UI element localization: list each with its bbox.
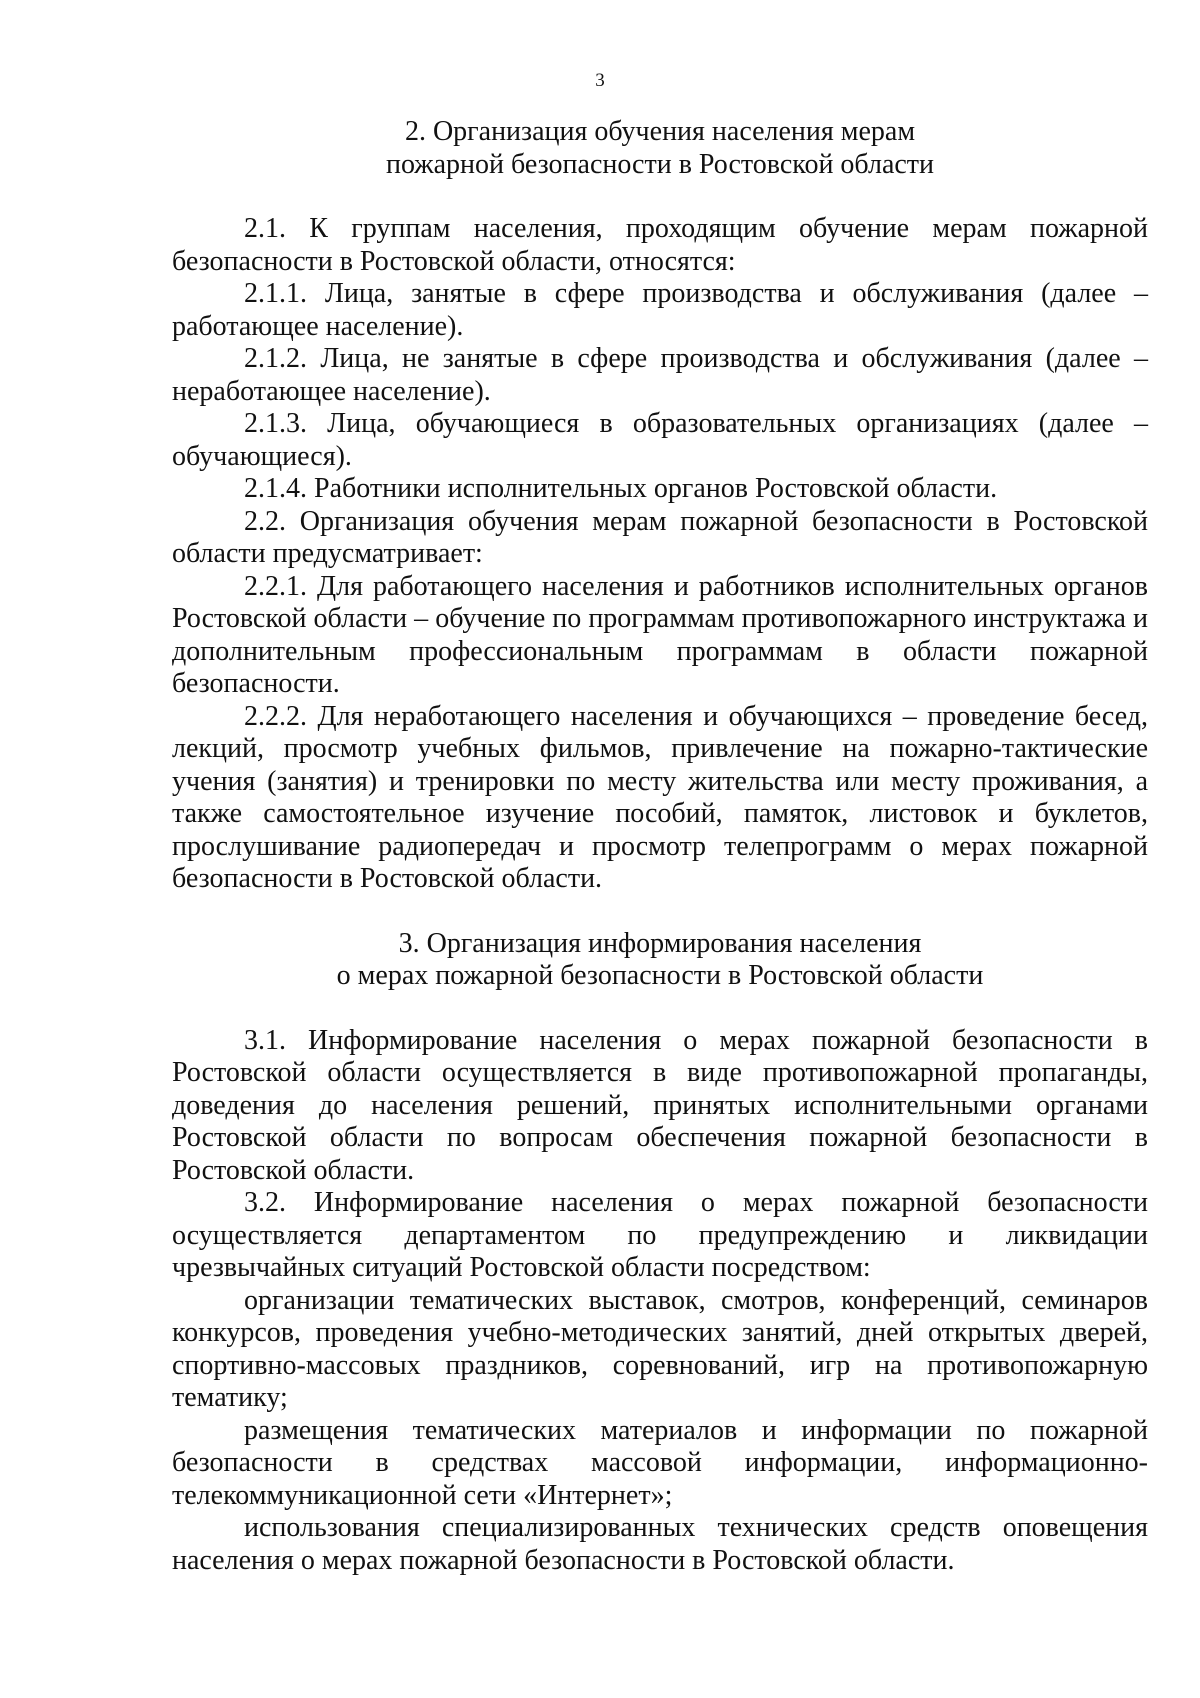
paragraph-2-2-1: 2.2.1. Для работающего населения и работников исполнительных органов Ростовской области – обучение по программам противопожарного инструктажа и дополнительным профессиональным программам в области пожарной безопасности. (172, 570, 1148, 699)
section-3-heading (172, 928, 1148, 993)
section-2-heading (172, 116, 1148, 181)
paragraph-3-1: 3.1. Информирование населения о мерах пожарной безопасности в Ростовской области осуществляется в виде противопожарной пропаганды, доведения до населения решений, принятых исполнительными органами Ростовской области по вопросам обеспечения пожарной безопасности в Ростовской области. (172, 1024, 1148, 1186)
section-3-title-line2: о мерах пожарной безопасности в Ростовской области (336, 960, 984, 991)
paragraph-2-1-4: 2.1.4. Работники исполнительных органов Ростовской области. (244, 473, 998, 504)
paragraph-2-2-2: 2.2.2. Для неработающего населения и обучающихся – проведение бесед, лекций, просмотр учебных фильмов, привлечение на пожарно-тактические учения (занятия) и тренировки по месту жительства или месту проживания, а также самостоятельное изучение пособий, памяток, листовок и буклетов, прослушивание радиопередач и просмотр телепрограмм о мерах пожарной безопасности в Ростовской области. (172, 700, 1148, 894)
paragraph-3-2: 3.2. Информирование населения о мерах пожарной безопасности осуществляется департаментом по предупреждению и ликвидации чрезвычайных ситуаций Ростовской области посредством: (172, 1187, 1148, 1283)
paragraph-2-1: 2.1. К группам населения, проходящим обучение мерам пожарной безопасности в Ростовской области, относятся: (172, 213, 1148, 277)
document-body (172, 116, 1148, 1577)
paragraph-3-2-item-media: размещения тематических материалов и информации по пожарной безопасности в средствах массовой информации, информационно-телекоммуникационной сети «Интернет»; (172, 1414, 1148, 1511)
paragraph-2-1-2: 2.1.2. Лица, не занятые в сфере производства и обслуживания (далее – неработающее население). (172, 343, 1148, 407)
section-2-title-line1: 2. Организация обучения населения мерам (404, 116, 916, 147)
paragraph-2-1-1: 2.1.1. Лица, занятые в сфере производства и обслуживания (далее – работающее население). (172, 278, 1148, 342)
paragraph-2-1-3: 2.1.3. Лица, обучающиеся в образовательных организациях (далее – обучающиеся). (172, 408, 1148, 472)
paragraph-3-2-item-events: организации тематических выставок, смотров, конференций, семинаров конкурсов, проведения учебно-методических занятий, дней открытых дверей, спортивно-массовых праздников, соревнований, игр на противопожарную тематику; (172, 1284, 1148, 1413)
section-2-title-line2: пожарной безопасности в Ростовской области (385, 148, 935, 180)
section-3-title-line1: 3. Организация информирования населения (398, 927, 922, 959)
paragraph-2-2: 2.2. Организация обучения мерам пожарной безопасности в Ростовской области предусматривает: (172, 505, 1148, 569)
paragraph-3-2-item-alerts: использования специализированных технических средств оповещения населения о мерах пожарной безопасности в Ростовской области. (172, 1512, 1148, 1576)
page-number: 3 (595, 70, 605, 91)
